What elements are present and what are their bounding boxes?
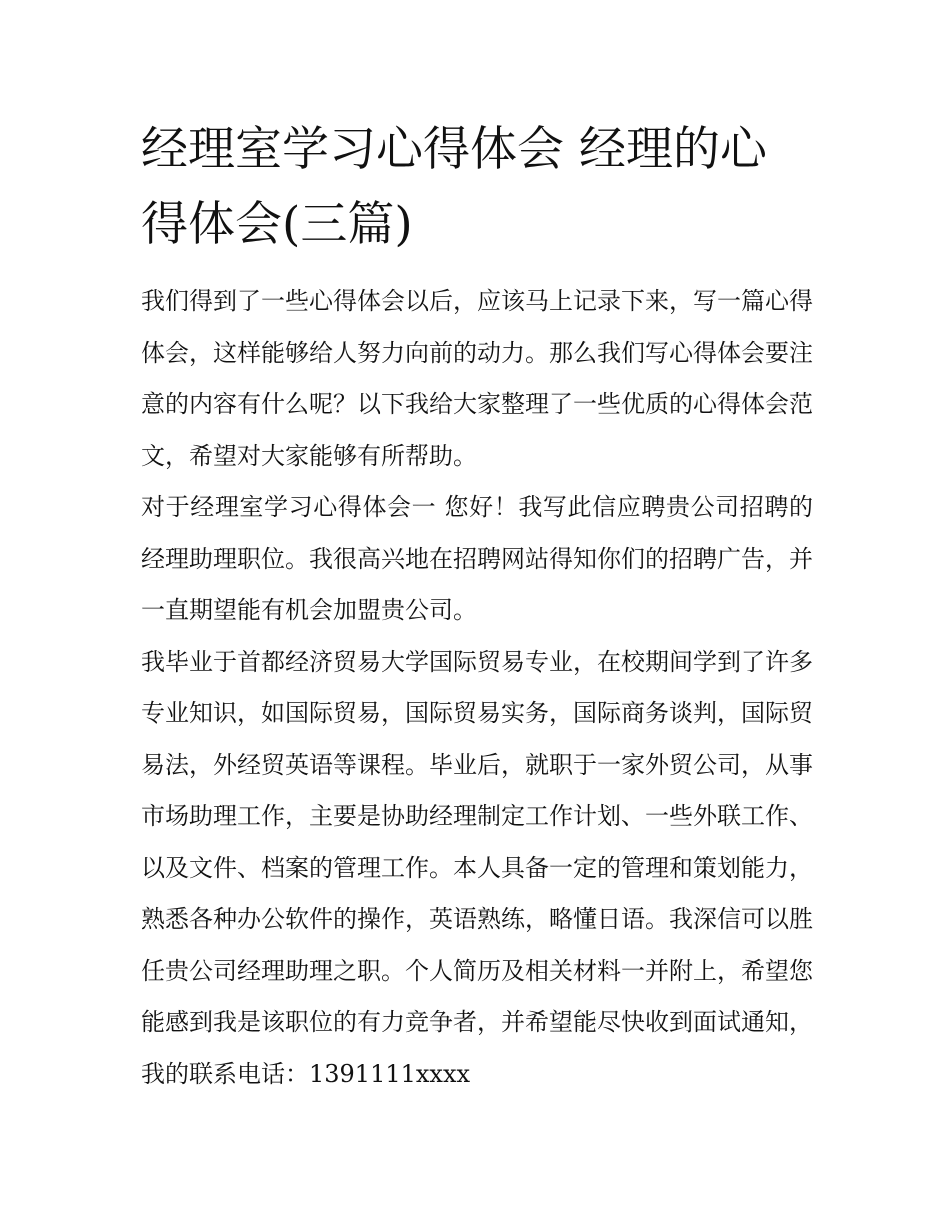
paragraph-letter-opening: 对于经理室学习心得体会一 您好！我写此信应聘贵公司招聘的经理助理职位。我很高兴地在招聘网站得知你们的招聘广告，并一直期望能有机会加盟贵公司。: [141, 493, 813, 624]
document-title: 经理室学习心得体会 经理的心得体会(三篇): [141, 122, 767, 252]
document-body: [141, 112, 813, 1100]
paragraph-letter-body: 我毕业于首都经济贸易大学国际贸易专业，在校期间学到了许多专业知识，如国际贸易，国际贸易实务，国际商务谈判，国际贸易法，外经贸英语等课程。毕业后，就职于一家外贸公司，从事市场助理工作，主要是协助经理制定工作计划、一些外联工作、以及文件、档案的管理工作。本人具备一定的管理和策划能力，熟悉各种办公软件的操作，英语熟练，略懂日语。我深信可以胜任贵公司经理助理之职。个人简历及相关材料一并附上，希望您能感到我是该职位的有力竞争者，并希望能尽快收到面试通知，我的联系电话：1391111xxxx: [141, 647, 813, 1088]
paragraph-intro: 我们得到了一些心得体会以后，应该马上记录下来，写一篇心得体会，这样能够给人努力向前的动力。那么我们写心得体会要注意的内容有什么呢？以下我给大家整理了一些优质的心得体会范文，希望对大家能够有所帮助。: [141, 287, 813, 470]
